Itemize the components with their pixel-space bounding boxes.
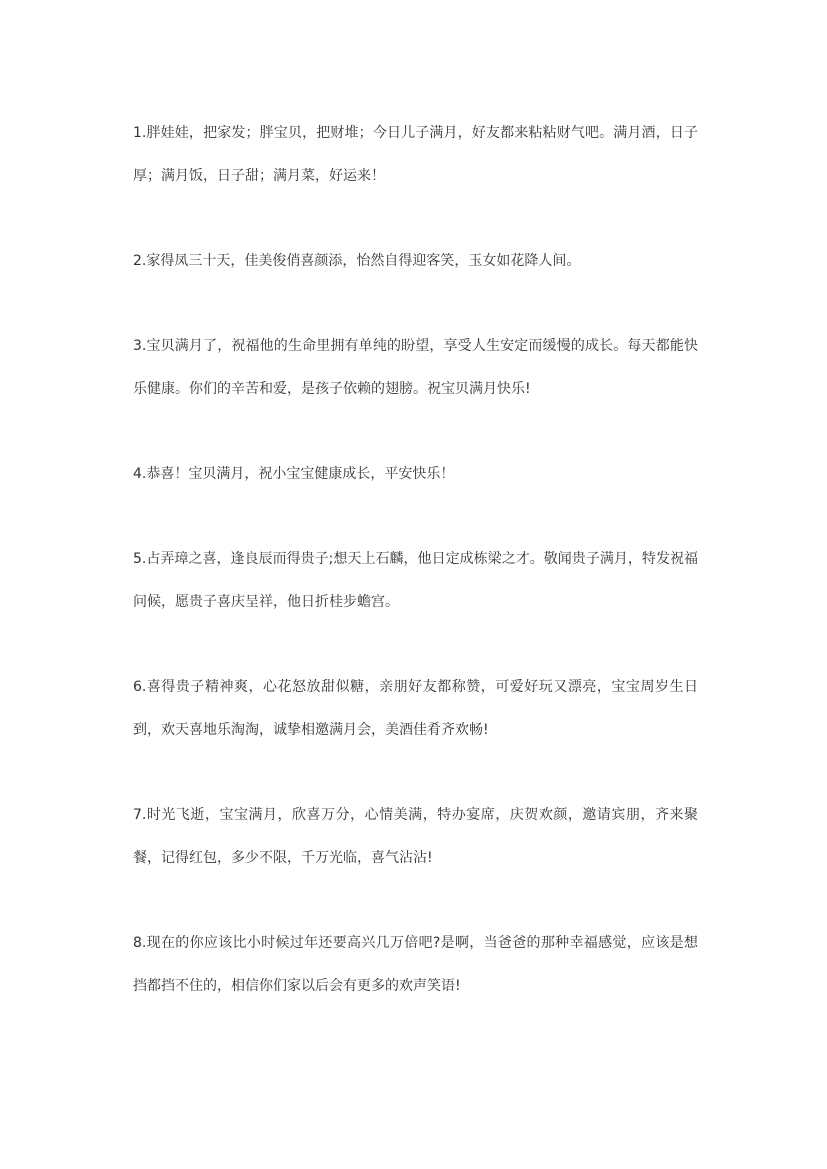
paragraph-5: 5.占弄璋之喜，逢良辰而得贵子;想天上石麟，他日定成栋梁之才。敬闻贵子满月，特发祝福问候，愿贵子喜庆呈祥，他日折桂步蟾宫。: [133, 551, 698, 610]
paragraph-3: 3.宝贝满月了，祝福他的生命里拥有单纯的盼望，享受人生安定而缓慢的成长。每天都能快乐健康。你们的辛苦和爱，是孩子依赖的翅膀。祝宝贝满月快乐!: [133, 338, 698, 397]
paragraph-1: 1.胖娃娃，把家发；胖宝贝，把财堆；今日儿子满月，好友都来粘粘财气吧。满月酒，日子厚；满月饭，日子甜；满月菜，好运来！: [133, 125, 698, 184]
document-body: [133, 112, 698, 1008]
paragraph-2: 2.家得凤三十天，佳美俊俏喜颜添，怡然自得迎客笑，玉女如花降人间。: [133, 253, 581, 269]
paragraph-8: 8.现在的你应该比小时候过年还要高兴几万倍吧?是啊，当爸爸的那种幸福感觉，应该是想挡都挡不住的，相信你们家以后会有更多的欢声笑语!: [133, 935, 698, 994]
paragraph-4: 4.恭喜！宝贝满月，祝小宝宝健康成长，平安快乐！: [133, 466, 455, 482]
paragraph-7: 7.时光飞逝，宝宝满月，欣喜万分，心情美满，特办宴席，庆贺欢颜，邀请宾朋，齐来聚餐，记得红包，多少不限，千万光临，喜气沾沾!: [133, 807, 698, 866]
paragraph-6: 6.喜得贵子精神爽，心花怒放甜似糖，亲朋好友都称赞，可爱好玩又漂亮，宝宝周岁生日到，欢天喜地乐淘淘，诚挚相邀满月会，美酒佳肴齐欢畅!: [133, 679, 698, 738]
